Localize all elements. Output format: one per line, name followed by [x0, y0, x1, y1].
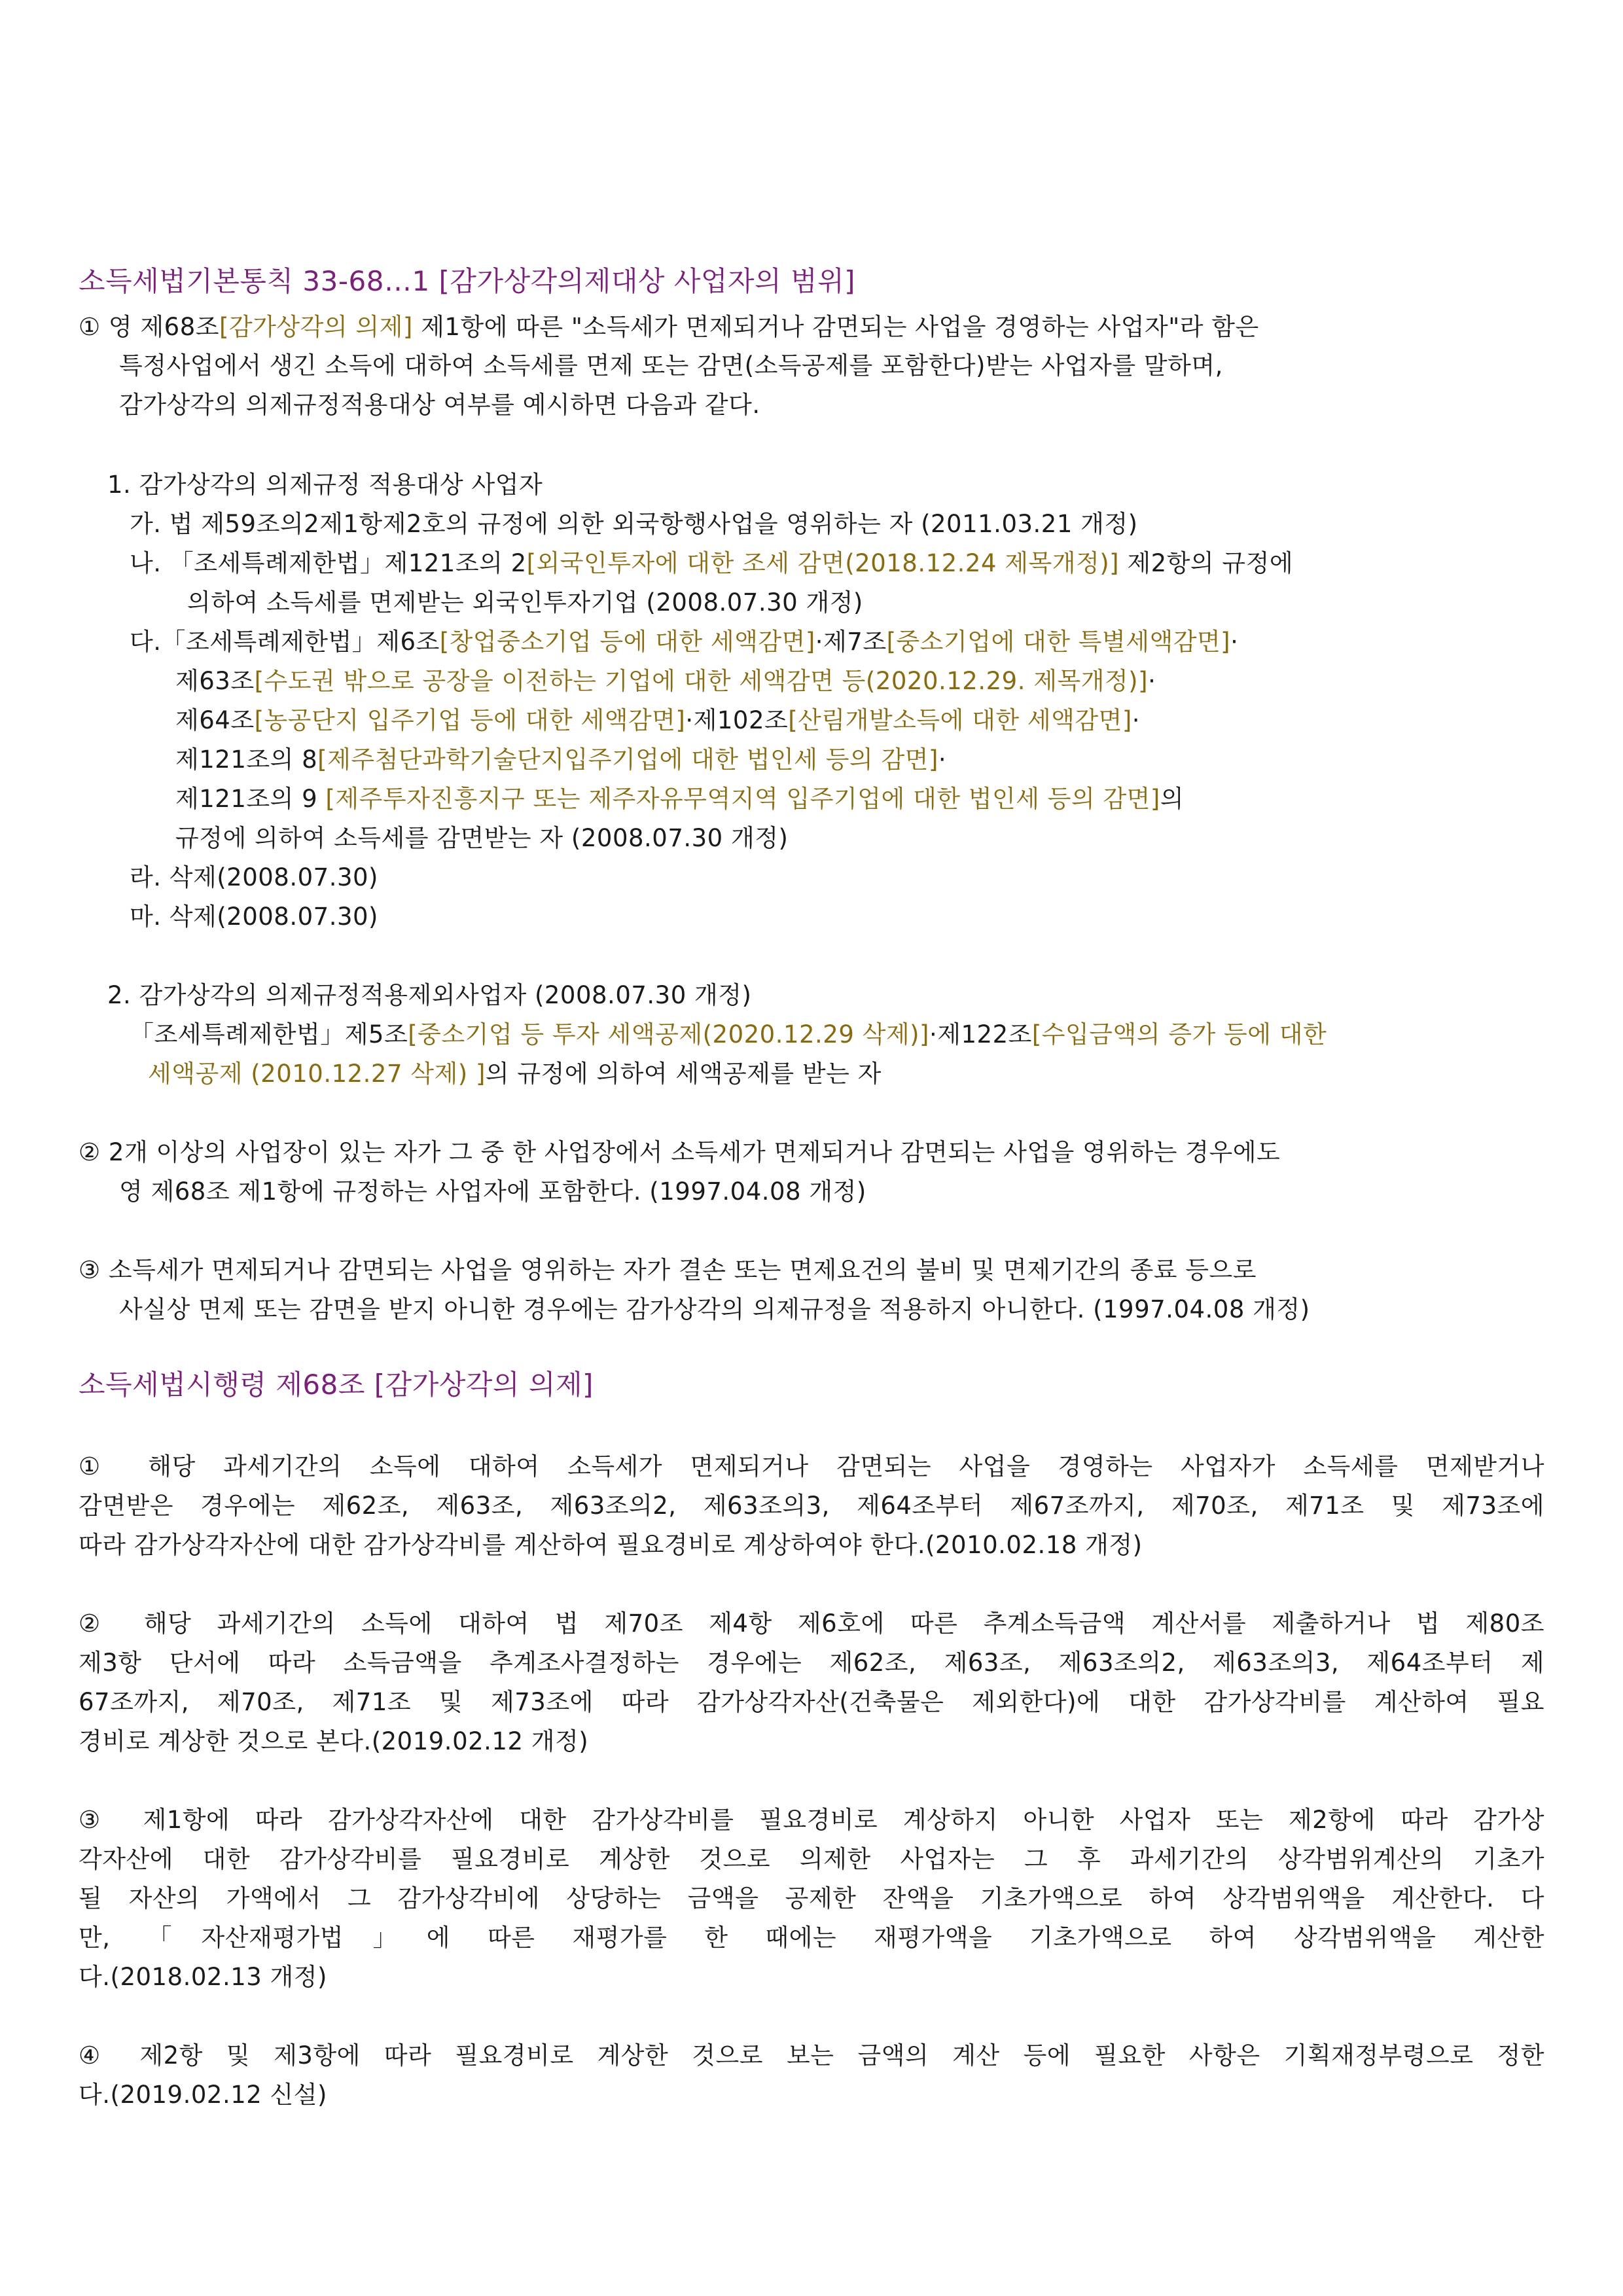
s1-item1-ma: 마. 삭제(2008.07.30): [130, 903, 378, 931]
s2-p4-line2: 다.(2019.02.12 신설): [79, 2081, 327, 2109]
s1-item1-da-line1: 다.「조세특례제한법」제6조[창업중소기업 등에 대한 세액감면]·제7조[중소기업에 대한 특별세액감면]·: [130, 628, 1239, 656]
ref-link[interactable]: [창업중소기업 등에 대한 세액감면]: [439, 628, 815, 656]
s2-p2-line3: 67조까지, 제70조, 제71조 및 제73조에 따라 감가상각자산(건축물은 제외한다)에 대한 감가상각비를 계산하여 필요: [79, 1688, 1544, 1716]
s2-p1-line2: 감면받은 경우에는 제62조, 제63조, 제63조의2, 제63조의3, 제64조부터 제67조까지, 제70조, 제71조 및 제73조에: [79, 1492, 1544, 1520]
s2-p3-line5: 다.(2018.02.13 개정): [79, 1963, 327, 1991]
s1-p2-line1: ② 2개 이상의 사업장이 있는 자가 그 중 한 사업장에서 소득세가 면제되거나 감면되는 사업을 영위하는 경우에도: [79, 1138, 1281, 1166]
s2-p2-line4: 경비로 계상한 것으로 본다.(2019.02.12 개정): [79, 1727, 589, 1755]
s1-item1-da-line5: 제121조의 9 [제주투자진흥지구 또는 제주자유무역지역 입주기업에 대한 법인세 등의 감면]의: [175, 785, 1185, 813]
s1-item1-na-line2: 의하여 소득세를 면제받는 외국인투자기업 (2008.07.30 개정): [187, 588, 863, 617]
s1-p1-line1: ① 영 제68조[감가상각의 의제] 제1항에 따른 "소득세가 면제되거나 감면되는 사업을 경영하는 사업자"라 함은: [79, 313, 1259, 341]
s1-p1-line3: 감가상각의 의제규정적용대상 여부를 예시하면 다음과 같다.: [119, 391, 760, 419]
s1-item1-da-line3: 제64조[농공단지 입주기업 등에 대한 세액감면]·제102조[산림개발소득에 대한 세액감면]·: [175, 706, 1141, 734]
ref-link[interactable]: [중소기업 등 투자 세액공제(2020.12.29 삭제)]: [408, 1020, 929, 1049]
s1-p3-line1: ③ 소득세가 면제되거나 감면되는 사업을 영위하는 자가 결손 또는 면제요건의 불비 및 면제기간의 종료 등으로: [79, 1256, 1257, 1284]
s1-item1-ra: 라. 삭제(2008.07.30): [130, 863, 378, 891]
ref-link[interactable]: [감가상각의 의제]: [219, 313, 413, 341]
s1-item1-da-line2: 제63조[수도권 밖으로 공장을 이전하는 기업에 대한 세액감면 등(2020.12.29. 제목개정)]·: [175, 667, 1156, 695]
s1-p1-line2: 특정사업에서 생긴 소득에 대하여 소득세를 면제 또는 감면(소득공제를 포함한다)받는 사업자를 말하며,: [119, 351, 1223, 380]
ref-link[interactable]: 세액공제 (2010.12.27 삭제) ]: [148, 1060, 486, 1088]
ref-link[interactable]: [농공단지 입주기업 등에 대한 세액감면]: [254, 706, 686, 734]
s2-p3-line2: 각자산에 대한 감가상각비를 필요경비로 계상한 것으로 의제한 사업자는 그 후 과세기간의 상각범위계산의 기초가: [79, 1845, 1544, 1873]
s1-p3-line2: 사실상 면제 또는 감면을 받지 아니한 경우에는 감가상각의 의제규정을 적용하지 아니한다. (1997.04.08 개정): [119, 1295, 1310, 1323]
s2-p3-line1: ③ 제1항에 따라 감가상각자산에 대한 감가상각비를 필요경비로 계상하지 아니한 사업자 또는 제2항에 따라 감가상: [79, 1806, 1544, 1834]
s1-item1-da-line4: 제121조의 8[제주첨단과학기술단지입주기업에 대한 법인세 등의 감면]·: [175, 745, 947, 774]
ref-link[interactable]: [제주첨단과학기술단지입주기업에 대한 법인세 등의 감면]: [317, 745, 938, 774]
s1-p2-line2: 영 제68조 제1항에 규정하는 사업자에 포함한다. (1997.04.08 개정): [119, 1177, 866, 1206]
s1-item2-title: 2. 감가상각의 의제규정적용제외사업자 (2008.07.30 개정): [107, 981, 752, 1009]
s2-p4-line1: ④ 제2항 및 제3항에 따라 필요경비로 계상한 것으로 보는 금액의 계산 등에 필요한 사항은 기획재정부령으로 정한: [79, 2041, 1544, 2070]
section2-title: 소득세법시행령 제68조 [감가상각의 의제]: [79, 1369, 594, 1401]
s2-p1-line1: ① 해당 과세기간의 소득에 대하여 소득세가 면제되거나 감면되는 사업을 경영하는 사업자가 소득세를 면제받거나: [79, 1452, 1544, 1480]
s2-p3-line4: 만, 「자산재평가법」에 따른 재평가를 한 때에는 재평가액을 기초가액으로 하여 상각범위액을 계산한: [79, 1924, 1544, 1952]
s1-item1-na-line1: 나. 「조세특례제한법」제121조의 2[외국인투자에 대한 조세 감면(2018.12.24 제목개정)] 제2항의 규정에: [130, 549, 1294, 577]
s2-p3-line3: 될 자산의 가액에서 그 감가상각비에 상당하는 금액을 공제한 잔액을 기초가액으로 하여 상각범위액을 계산한다. 다: [79, 1884, 1544, 1912]
ref-link[interactable]: [수입금액의 증가 등에 대한: [1031, 1020, 1327, 1049]
ref-link[interactable]: [중소기업에 대한 특별세액감면]: [886, 628, 1231, 656]
ref-link[interactable]: [산림개발소득에 대한 세액감면]: [788, 706, 1132, 734]
s1-item1-da-line6: 규정에 의하여 소득세를 감면받는 자 (2008.07.30 개정): [175, 824, 789, 852]
s2-p2-line1: ② 해당 과세기간의 소득에 대하여 법 제70조 제4항 제6호에 따른 추계소득금액 계산서를 제출하거나 법 제80조: [79, 1609, 1544, 1638]
ref-link[interactable]: [외국인투자에 대한 조세 감면(2018.12.24 제목개정)]: [526, 549, 1120, 577]
s1-item1-title: 1. 감가상각의 의제규정 적용대상 사업자: [107, 471, 543, 499]
s1-item1-ga: 가. 법 제59조의2제1항제2호의 규정에 의한 외국항행사업을 영위하는 자 (2011.03.21 개정): [130, 510, 1138, 538]
s2-p2-line2: 제3항 단서에 따라 소득금액을 추계조사결정하는 경우에는 제62조, 제63조, 제63조의2, 제63조의3, 제64조부터 제: [79, 1649, 1544, 1677]
s1-item2-line1: 「조세특례제한법」제5조[중소기업 등 투자 세액공제(2020.12.29 삭제)]·제122조[수입금액의 증가 등에 대한: [130, 1020, 1327, 1049]
s2-p1-line3: 따라 감가상각자산에 대한 감가상각비를 계산하여 필요경비로 계상하여야 한다.(2010.02.18 개정): [79, 1531, 1143, 1559]
ref-link[interactable]: [수도권 밖으로 공장을 이전하는 기업에 대한 세액감면 등(2020.12.29. 제목개정)]: [254, 667, 1149, 695]
ref-link[interactable]: [제주투자진흥지구 또는 제주자유무역지역 입주기업에 대한 법인세 등의 감면]: [325, 785, 1160, 813]
s1-item2-line2: 세액공제 (2010.12.27 삭제) ]의 규정에 의하여 세액공제를 받는 자: [148, 1060, 882, 1088]
section1-title: 소득세법기본통칙 33-68…1 [감가상각의제대상 사업자의 범위]: [79, 265, 856, 297]
